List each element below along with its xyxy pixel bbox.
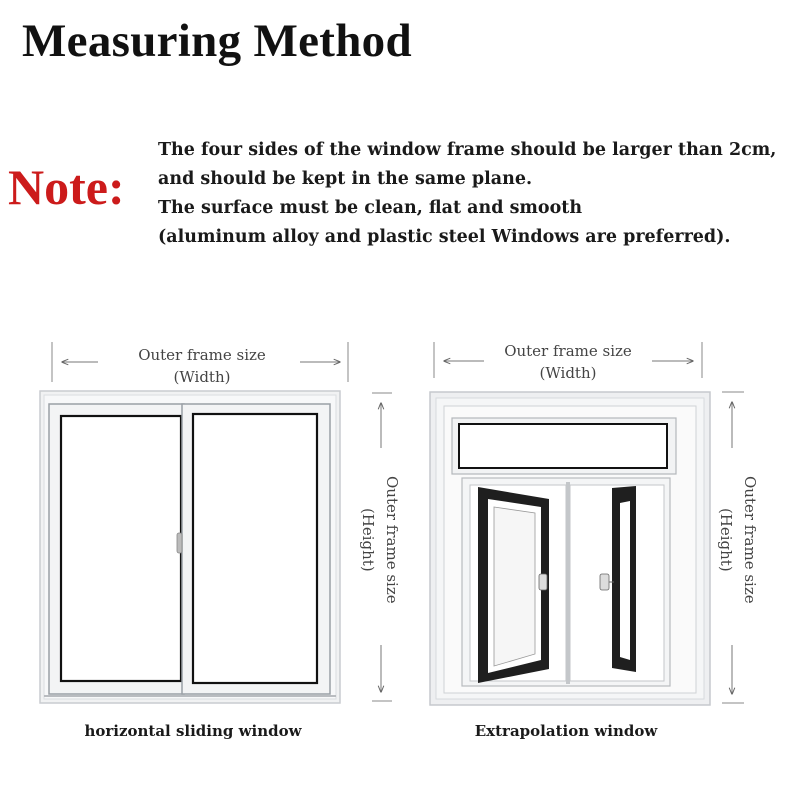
width-label-line: (Width) — [173, 368, 231, 386]
transom-glass — [459, 424, 667, 468]
sliding-window — [40, 342, 392, 703]
width-label-line: (Width) — [539, 364, 597, 382]
left-height-label — [356, 476, 404, 604]
right-height-label — [714, 476, 762, 604]
height-label-line: (Height) — [359, 507, 377, 572]
height-label-line: Outer frame size — [383, 476, 401, 604]
page-title: Measuring Method — [22, 15, 412, 67]
left-width-label — [112, 344, 292, 388]
height-label-line: Outer frame size — [741, 476, 759, 604]
left-glass — [61, 416, 181, 681]
caption-sliding: horizontal sliding window — [84, 722, 302, 740]
note-label: Note: — [8, 159, 125, 215]
right-glass — [193, 414, 317, 683]
left-handle — [539, 574, 547, 590]
note-line: The four sides of the window frame should be larger than 2cm, — [158, 140, 777, 160]
extrapolation-window — [430, 342, 744, 705]
note-line: and should be kept in the same plane. — [158, 169, 533, 189]
note-line: The surface must be clean, flat and smooth — [158, 198, 583, 218]
caption-extrapolation: Extrapolation window — [474, 722, 658, 740]
right-handle — [600, 574, 609, 590]
note-line: (aluminum alloy and plastic steel Windows are preferred). — [158, 227, 731, 247]
width-label-line: Outer frame size — [138, 346, 266, 364]
latch-handle — [177, 533, 182, 553]
right-width-label — [478, 340, 658, 384]
height-label-line: (Height) — [717, 507, 735, 572]
width-label-line: Outer frame size — [504, 342, 632, 360]
